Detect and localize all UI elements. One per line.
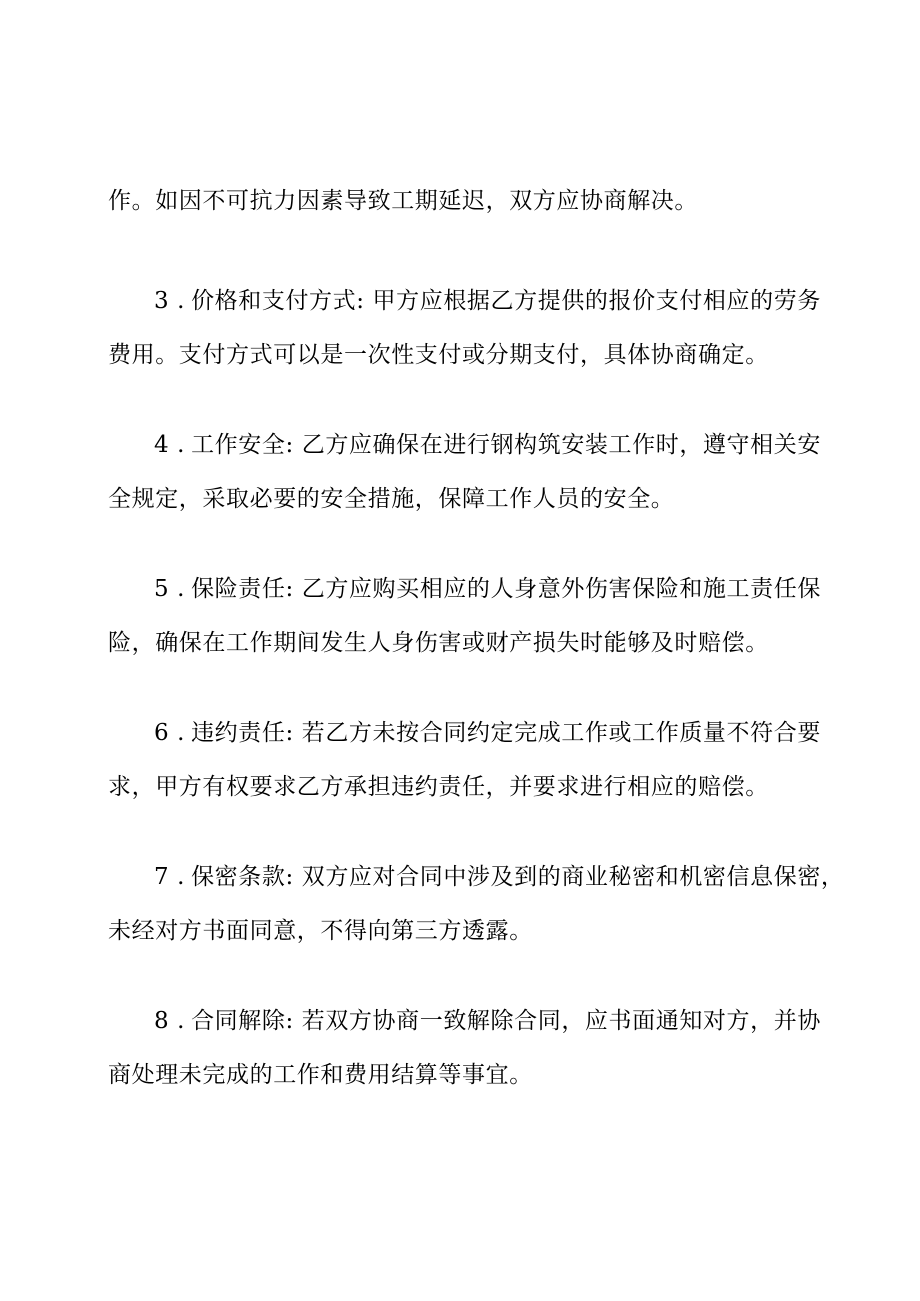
clause-number: 7 .: [154, 864, 186, 890]
paragraph-line: 求，甲方有权要求乙方承担违约责任，并要求进行相应的赔偿。: [108, 774, 769, 800]
clause-text: 价格和支付方式: 甲方应根据乙方提供的报价支付相应的劳务: [191, 288, 821, 314]
clause-5-insurance: [108, 562, 820, 670]
paragraph-line: 商处理未完成的工作和费用结算等事宜。: [108, 1062, 533, 1088]
clause-text: 保密条款: 双方应对合同中涉及到的商业秘密和机密信息保密，: [191, 864, 845, 890]
clause-text: 保险责任: 乙方应购买相应的人身意外伤害保险和施工责任保: [191, 576, 821, 602]
paragraph-line: [108, 562, 820, 616]
paragraph-line: 险，确保在工作期间发生人身伤害或财产损失时能够及时赔偿。: [108, 630, 769, 656]
paragraph-line: [108, 418, 820, 472]
clause-8-termination: [108, 994, 820, 1102]
paragraph-line: [108, 706, 820, 760]
paragraph-line: [108, 850, 845, 904]
paragraph-line: 作。如因不可抗力因素导致工期延迟，双方应协商解决。: [108, 188, 698, 214]
paragraph-continuation: [108, 174, 820, 228]
paragraph-line: 费用。支付方式可以是一次性支付或分期支付，具体协商确定。: [108, 342, 769, 368]
clause-text: 工作安全: 乙方应确保在进行钢构筑安装工作时，遵守相关安: [191, 432, 821, 458]
clause-text: 合同解除: 若双方协商一致解除合同，应书面通知对方，并协: [191, 1008, 821, 1034]
paragraph-line: 全规定，采取必要的安全措施，保障工作人员的安全。: [108, 486, 675, 512]
clause-3-price-payment: [108, 274, 820, 382]
clause-number: 6 .: [154, 720, 186, 746]
clause-6-breach: [108, 706, 820, 814]
paragraph-line: 未经对方书面同意，不得向第三方透露。: [108, 918, 533, 944]
clause-number: 5 .: [154, 576, 186, 602]
clause-text: 违约责任: 若乙方未按合同约定完成工作或工作质量不符合要: [191, 720, 821, 746]
clause-number: 4 .: [154, 432, 186, 458]
clause-number: 3 .: [154, 288, 186, 314]
clause-7-confidentiality: [108, 850, 845, 958]
clause-4-work-safety: [108, 418, 820, 526]
paragraph-line: [108, 994, 820, 1048]
clause-number: 8 .: [154, 1008, 186, 1034]
paragraph-line: [108, 274, 820, 328]
